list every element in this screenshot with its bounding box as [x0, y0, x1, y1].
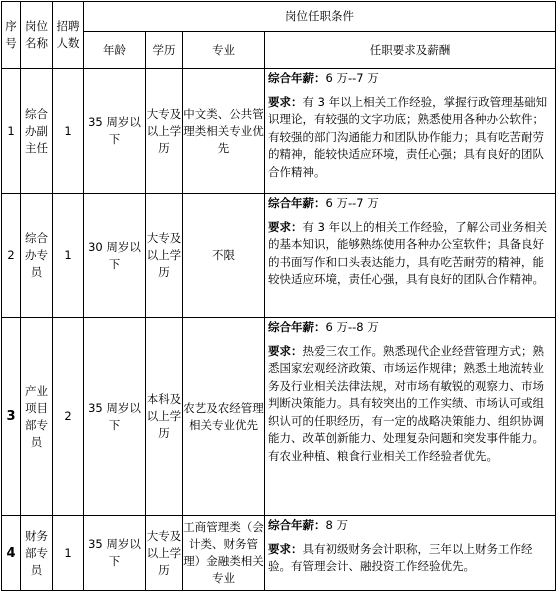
- salary-line: [268, 195, 553, 213]
- row-major: 工商管理类（会计类、财务管理）金融类相关专业: [183, 516, 265, 591]
- header-education: 学历: [146, 32, 183, 69]
- requirement-label: 要求：: [268, 541, 303, 556]
- row-age: 35 周岁以下: [84, 516, 146, 591]
- row-major: 中文类、公共管理类相关专业优先: [183, 69, 265, 194]
- row-major: 不限: [183, 194, 265, 318]
- requirement-label: 要求：: [268, 343, 303, 358]
- salary-value: 6 万--7 万: [325, 71, 379, 85]
- row-education: 大专及以上学历: [146, 194, 183, 318]
- row-requirements: [265, 516, 556, 591]
- row-requirements: [265, 318, 556, 516]
- header-seq: 序号: [2, 2, 21, 69]
- row-education: 本科及以上学历: [146, 318, 183, 516]
- requirement-text: [268, 219, 553, 289]
- row-count: 1: [53, 194, 84, 318]
- table-row: [2, 516, 556, 591]
- recruitment-table: [1, 1, 556, 591]
- table-row: [2, 318, 556, 516]
- header-row-2: [2, 32, 556, 69]
- row-age: 35 周岁以下: [84, 69, 146, 194]
- requirement-body: 有 3 年以上相关工作经验，掌握行政管理基础知识理论，有较强的文字功底；熟悉使用各种办公软件；有较强的部门沟通能力和团队协作能力；具有吃苦耐劳的精神，能较快适应环境，责任心强；具有良好的团队合作精神。: [268, 94, 548, 179]
- header-position-name: 岗位名称: [21, 2, 53, 69]
- header-headcount: 招聘人数: [53, 2, 84, 69]
- header-age: 年龄: [84, 32, 146, 69]
- salary-label: 综合年薪：: [268, 320, 326, 334]
- requirement-label: 要求：: [268, 219, 303, 234]
- salary-label: 综合年薪：: [268, 196, 326, 210]
- row-count: 1: [53, 516, 84, 591]
- requirement-text: [268, 541, 553, 576]
- requirement-body: 有 3 年以上的相关工作经验，了解公司业务相关的基本知识，能够熟练使用各种办公室软件；具备良好的书面写作和口头表达能力，具有吃苦耐劳的精神，能较快适应环境，责任心强，具有良好的团队合作精神。: [268, 219, 548, 286]
- row-age: 35 周岁以下: [84, 318, 146, 516]
- header-conditions: 岗位任职条件: [84, 2, 556, 32]
- header-row-1: [2, 2, 556, 32]
- salary-line: [268, 319, 553, 337]
- requirement-body: 热爱三农工作。熟悉现代企业经营管理方式；熟悉国家宏观经济政策、市场运作规律；熟悉土地流转业务及行业相关法律法规，对市场有敏锐的观察力、市场判断决策能力。具有较突出的工作实绩、市场认可或组织认可的任职经历，有一定的战略决策能力、组织协调能力、改革创新能力、处理复杂问题和突发事件能力。有农业种植、粮食行业相关工作经验者优先。: [268, 343, 544, 463]
- row-requirements: [265, 69, 556, 194]
- row-position: 财务部专员: [21, 516, 53, 591]
- row-count: 1: [53, 69, 84, 194]
- salary-value: 6 万--8 万: [325, 320, 379, 334]
- requirement-body: 具有初级财务会计职称，三年以上财务工作经验。有管理会计、融投资工作经验优先。: [268, 541, 533, 573]
- row-seq: 1: [2, 69, 21, 194]
- row-position: 产业项目部专员: [21, 318, 53, 516]
- salary-label: 综合年薪：: [268, 71, 326, 85]
- header-requirements: 任职要求及薪酬: [265, 32, 556, 69]
- requirement-label: 要求：: [268, 94, 303, 109]
- row-education: 大专及以上学历: [146, 69, 183, 194]
- row-seq: 4: [2, 516, 21, 591]
- row-seq: 3: [2, 318, 21, 516]
- row-seq: 2: [2, 194, 21, 318]
- row-position: 综合办副主任: [21, 69, 53, 194]
- header-major: 专业: [183, 32, 265, 69]
- table-row: [2, 69, 556, 194]
- row-requirements: [265, 194, 556, 318]
- salary-label: 综合年薪：: [268, 518, 326, 532]
- requirement-text: [268, 343, 553, 466]
- salary-value: 8 万: [325, 518, 348, 532]
- table-row: [2, 194, 556, 318]
- row-age: 30 周岁以下: [84, 194, 146, 318]
- requirement-text: [268, 94, 553, 182]
- row-education: 大专及以上学历: [146, 516, 183, 591]
- salary-line: [268, 70, 553, 88]
- row-position: 综合办专员: [21, 194, 53, 318]
- row-major: 农艺及农经管理相关专业优先: [183, 318, 265, 516]
- salary-value: 6 万--7 万: [325, 196, 379, 210]
- row-count: 2: [53, 318, 84, 516]
- salary-line: [268, 517, 553, 535]
